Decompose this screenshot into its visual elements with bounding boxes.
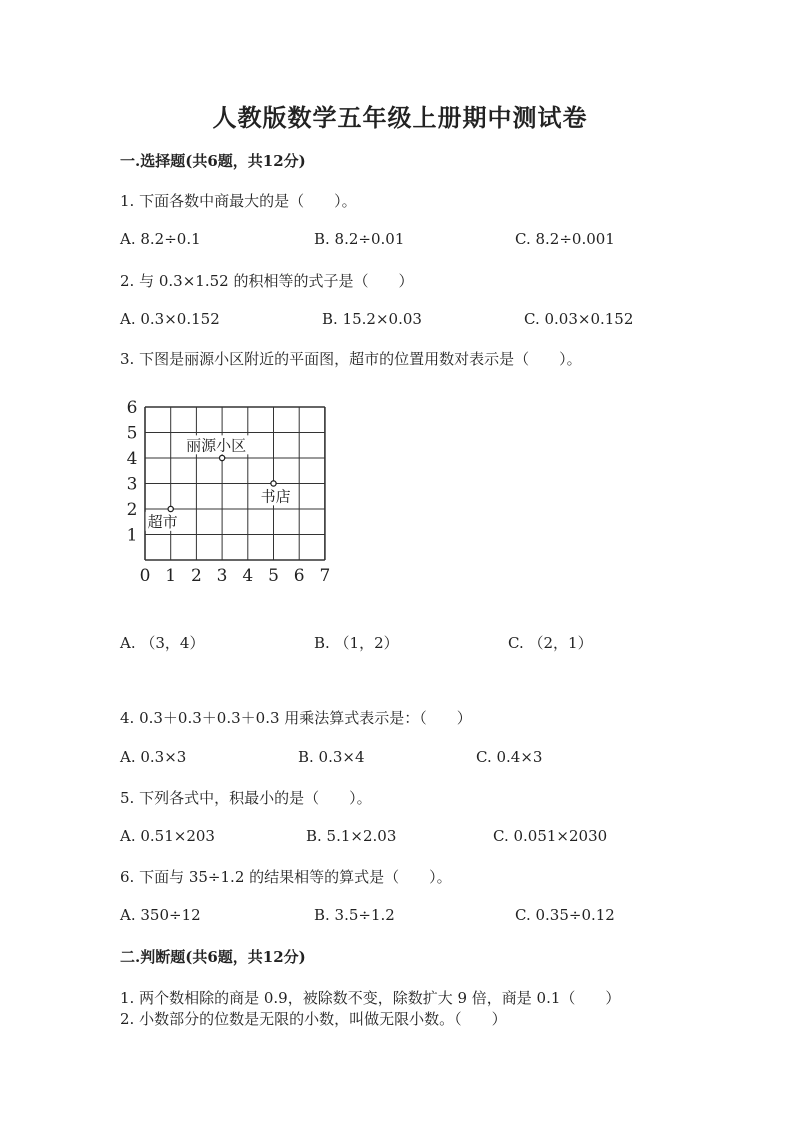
y-tick-label: 6	[126, 400, 138, 418]
question-5-option-a: A. 0.51×203	[120, 827, 215, 845]
question-1-option-b: B. 8.2÷0.01	[314, 230, 405, 248]
question-3-option-b: B. （1，2）	[314, 634, 399, 652]
question-5-option-b: B. 5.1×2.03	[306, 827, 397, 845]
x-tick-label: 5	[268, 566, 279, 586]
community-label: 丽源小区	[186, 436, 247, 455]
question-1-option-a: A. 8.2÷0.1	[120, 230, 201, 248]
x-tick-label: 6	[293, 566, 305, 586]
y-tick-label: 3	[126, 474, 138, 495]
y-tick-label: 4	[126, 449, 138, 469]
x-tick-label: 3	[216, 566, 228, 586]
judgement-question-2: 2. 小数部分的位数是无限的小数，叫做无限小数。（ ）	[120, 1010, 507, 1028]
y-tick-label: 2	[126, 500, 138, 520]
x-tick-label: 2	[190, 566, 202, 586]
bookstore-point	[271, 481, 276, 486]
section-choice-heading: 一.选择题(共6题，共12分)	[120, 152, 306, 170]
question-4-option-a: A. 0.3×3	[120, 748, 187, 766]
question-6-option-c: C. 0.35÷0.12	[515, 906, 615, 924]
question-6-option-b: B. 3.5÷1.2	[314, 906, 395, 924]
bookstore-label: 书店	[260, 487, 291, 506]
question-5: 5. 下列各式中，积最小的是（ ）。	[120, 789, 372, 807]
question-5-option-c: C. 0.051×2030	[493, 827, 608, 845]
question-4: 4. 0.3＋0.3＋0.3＋0.3 用乘法算式表示是：（ ）	[120, 709, 472, 727]
x-tick-label: 7	[319, 566, 331, 586]
question-1-option-c: C. 8.2÷0.001	[515, 230, 615, 248]
question-2: 2. 与 0.3×1.52 的积相等的式子是（ ）	[120, 272, 414, 290]
y-tick-label: 5	[126, 423, 138, 444]
question-6-option-a: A. 350÷12	[120, 906, 201, 924]
question-3-option-a: A. （3，4）	[120, 634, 205, 652]
coordinate-map	[125, 400, 335, 590]
x-tick-label: 4	[242, 566, 254, 586]
question-6: 6. 下面与 35÷1.2 的结果相等的算式是（ ）。	[120, 868, 452, 886]
question-4-option-b: B. 0.3×4	[298, 748, 365, 766]
x-tick-label: 1	[165, 566, 177, 586]
map-figure	[125, 400, 335, 590]
question-2-option-a: A. 0.3×0.152	[120, 310, 220, 328]
question-4-option-c: C. 0.4×3	[476, 748, 543, 766]
question-2-option-b: B. 15.2×0.03	[322, 310, 422, 328]
question-3-option-c: C. （2，1）	[508, 634, 593, 652]
y-tick-label: 1	[126, 525, 138, 546]
question-3: 3. 下图是丽源小区附近的平面图，超市的位置用数对表示是（ ）。	[120, 350, 582, 368]
page-title: 人教版数学五年级上册期中测试卷	[212, 103, 588, 132]
question-2-option-c: C. 0.03×0.152	[524, 310, 634, 328]
judgement-question-1: 1. 两个数相除的商是 0.9，被除数不变，除数扩大 9 倍，商是 0.1（ ）	[120, 989, 621, 1007]
section-judgement-heading: 二.判断题(共6题，共12分)	[120, 948, 306, 966]
supermarket-label: 超市	[147, 512, 178, 531]
community-point	[220, 455, 225, 460]
supermarket-point	[168, 506, 173, 511]
question-1: 1. 下面各数中商最大的是（ ）。	[120, 192, 357, 210]
x-tick-label: 0	[139, 566, 151, 586]
